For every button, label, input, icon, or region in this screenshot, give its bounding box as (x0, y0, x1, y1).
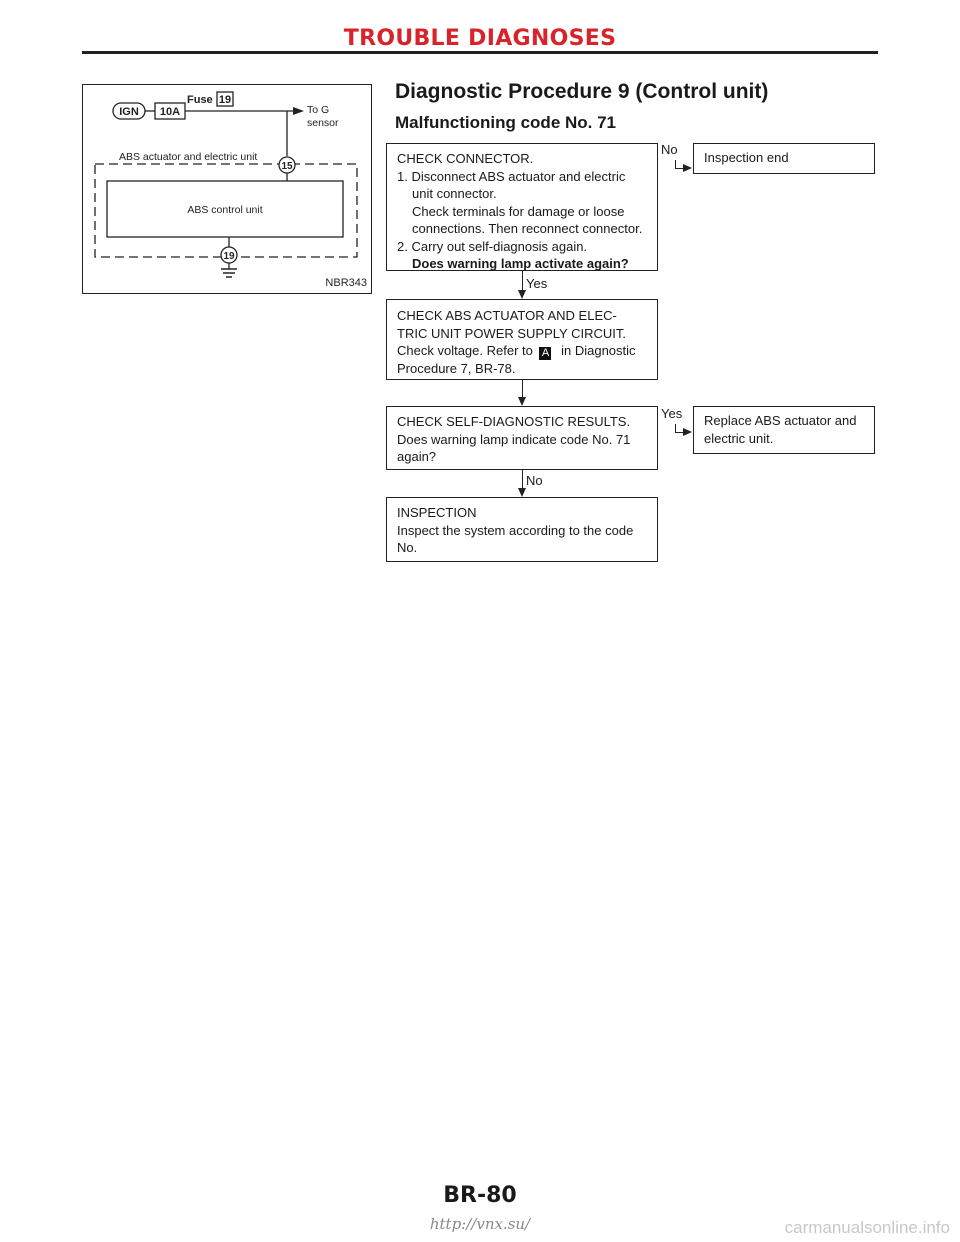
header-divider (82, 51, 878, 54)
step1-yes-connector (522, 271, 523, 290)
to-g-label: To G (307, 104, 330, 116)
sensor-label: sensor (307, 117, 339, 129)
fuse-number-text: 19 (218, 94, 232, 106)
step1-yes-label: Yes (526, 276, 548, 291)
step2-arrow (518, 397, 526, 406)
step1-line4: Check terminals for damage or loose (412, 203, 625, 219)
watermark-text: carmanualsonline.info (784, 1218, 950, 1237)
step1-line1: CHECK CONNECTOR. (397, 151, 534, 166)
step3-no-connector (522, 470, 523, 488)
replace-line2: electric unit. (704, 430, 774, 446)
step1-line6: 2. Carry out self-diagnosis again. (397, 238, 588, 254)
step3-yes-connector-h (675, 432, 683, 433)
fuse-amp-text: 10A (159, 106, 181, 118)
step3-no-label: No (526, 473, 543, 488)
figure-id: NBR343 (325, 277, 367, 289)
replace-line1: Replace ABS actuator and (704, 413, 857, 428)
step2-connector (522, 380, 523, 397)
procedure-subtitle: Malfunctioning code No. 71 (395, 113, 617, 132)
step1-line5: connections. Then reconnect connector. (412, 221, 643, 236)
step-check-connector (386, 143, 658, 271)
step2-line3-end: in Diagnostic (561, 343, 636, 358)
section-header-title: TROUBLE DIAGNOSES (343, 26, 617, 51)
terminal-15-text: 15 (281, 161, 293, 172)
page-number: BR-80 (443, 1183, 517, 1208)
step2-line2: TRIC UNIT POWER SUPPLY CIRCUIT. (397, 325, 626, 341)
step4-line1: INSPECTION (397, 505, 477, 520)
step1-line3: unit connector. (412, 186, 497, 201)
step3-no-arrow (518, 488, 526, 497)
step1-line2: 1. Disconnect ABS actuator and electric (397, 168, 626, 184)
inspection-end-text: Inspection end (704, 150, 789, 165)
step4-line3: No. (397, 540, 418, 555)
step3-yes-arrow (683, 428, 692, 436)
ign-text: IGN (119, 106, 139, 118)
to-g-sensor-arrow (293, 107, 304, 115)
step-check-power-supply (386, 299, 658, 380)
wiring-diagram (82, 84, 372, 294)
procedure-title: Diagnostic Procedure 9 (Control unit) (395, 80, 769, 103)
step1-no-connector-h (675, 168, 683, 169)
step2-line3 (397, 342, 647, 360)
wiring-diagram-svg (83, 85, 373, 295)
step-check-self-diagnostic (386, 406, 658, 470)
terminal-19-text: 19 (223, 251, 235, 262)
step2-line4: Procedure 7, BR-78. (397, 361, 516, 376)
result-inspection-end (693, 143, 875, 174)
step1-question: Does warning lamp activate again? (412, 256, 629, 271)
step1-no-label: No (661, 142, 678, 157)
reference-marker-a: A (539, 347, 551, 360)
step4-line2: Inspect the system according to the code (397, 522, 634, 538)
step3-line3: again? (397, 449, 437, 464)
actuator-label: ABS actuator and electric unit (119, 151, 258, 163)
fuse-label: Fuse (187, 94, 213, 106)
step2-line3-start: Check voltage. Refer to (397, 343, 533, 358)
step1-yes-arrow (518, 290, 526, 299)
step-inspection (386, 497, 658, 562)
step3-yes-label: Yes (661, 406, 683, 421)
step3-line1: CHECK SELF-DIAGNOSTIC RESULTS. (397, 414, 631, 429)
step1-no-arrow (683, 164, 692, 172)
step2-line1: CHECK ABS ACTUATOR AND ELEC- (397, 308, 617, 323)
footer-url-link[interactable]: http://vnx.su/ (429, 1215, 531, 1233)
result-replace-actuator (693, 406, 875, 454)
step3-line2: Does warning lamp indicate code No. 71 (397, 431, 631, 447)
control-unit-label: ABS control unit (187, 204, 263, 216)
